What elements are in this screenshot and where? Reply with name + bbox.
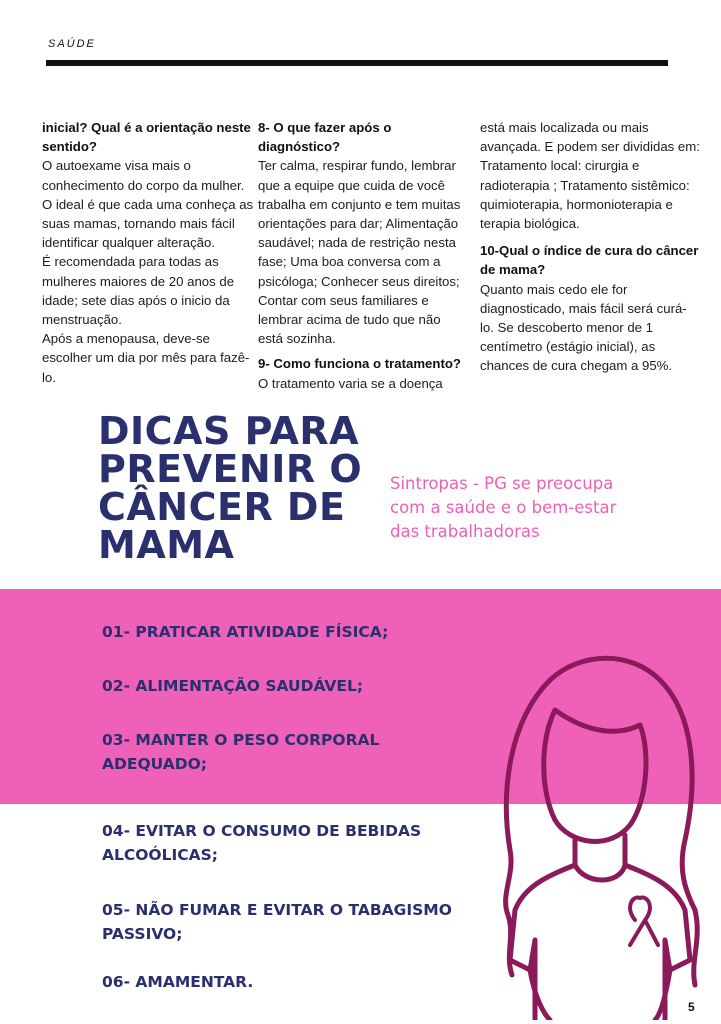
- text-line: lo. Se descoberto menor de 1: [480, 320, 654, 336]
- subtitle-line: Sintropas - PG se preocupa: [390, 474, 614, 493]
- text-line: Quanto mais cedo ele for: [480, 281, 628, 297]
- text-line: avançada. E podem ser divididas em:: [480, 139, 700, 155]
- arm-outline: [530, 970, 670, 1020]
- text-line: saudável; nada de restrição nesta: [258, 235, 456, 251]
- text-line: está mais localizada ou mais: [480, 120, 649, 135]
- title-line: PREVENIR O: [98, 447, 363, 491]
- tip-line: 02- ALIMENTAÇÃO SAUDÁVEL;: [102, 677, 364, 695]
- text-line: está sozinha.: [258, 331, 336, 347]
- ribbon-icon: [630, 898, 658, 945]
- text-line: quimioterapia, hormonioterapia e: [480, 196, 673, 212]
- text-line: O tratamento varia se a doença: [258, 375, 443, 391]
- answer-8: [258, 156, 473, 348]
- face-outline: [544, 710, 646, 841]
- answer-9-continued: [480, 118, 700, 233]
- text-column-3: [480, 118, 700, 376]
- tip-line: 01- PRATICAR ATIVIDADE FÍSICA;: [102, 623, 389, 641]
- text-line: conhecimento do corpo da mulher.: [42, 177, 245, 193]
- question-line: 10-Qual o índice de cura do câncer: [480, 243, 699, 259]
- text-line: terapia biológica.: [480, 216, 580, 232]
- subtitle: [390, 472, 616, 544]
- tip-item: [102, 819, 421, 867]
- text-line: psicóloga; Conhecer seus direitos;: [258, 273, 460, 289]
- text-line: diagnosticado, mais fácil será curá-: [480, 300, 687, 316]
- text-column-1: [42, 118, 254, 387]
- top-rule: [46, 60, 668, 66]
- text-line: orientações para dar; Alimentação: [258, 216, 459, 232]
- title-line: CÂNCER DE: [98, 485, 346, 529]
- tip-line: 05- NÃO FUMAR E EVITAR O TABAGISMO: [102, 901, 452, 919]
- answer-9: [258, 374, 473, 393]
- question-line: inicial? Qual é a orientação neste: [42, 120, 251, 135]
- tip-line: 06- AMAMENTAR.: [102, 973, 254, 991]
- tip-line: 04- EVITAR O CONSUMO DE BEBIDAS: [102, 822, 422, 840]
- column1-question: [42, 118, 254, 156]
- text-line: mulheres maiores de 20 anos de: [42, 273, 235, 289]
- text-line: idade; sete dias após o inicio da: [42, 292, 230, 308]
- text-line: Após a menopausa, deve-se: [42, 331, 210, 347]
- title-line: DICAS PARA: [98, 409, 360, 453]
- text-line: centímetro (estágio inicial), as: [480, 339, 656, 355]
- page-title: [98, 409, 363, 567]
- text-line: chances de cura chegam a 95%.: [480, 358, 673, 374]
- text-line: O ideal é que cada uma conheça as: [42, 196, 254, 212]
- tip-line: ALCOÓLICAS;: [102, 846, 218, 864]
- subtitle-line: das trabalhadoras: [390, 522, 540, 541]
- text-line: Contar com seus familiares e: [258, 292, 429, 308]
- tip-item: [102, 674, 363, 698]
- page-number: 5: [688, 1000, 695, 1014]
- answer-10: [480, 280, 700, 376]
- question-8: 8- O que fazer após o diagnóstico?: [258, 120, 392, 155]
- tip-item: [102, 728, 379, 776]
- text-line: que a equipe que cuida de você: [258, 177, 445, 193]
- text-line: lo.: [42, 369, 56, 385]
- title-line: MAMA: [98, 523, 235, 567]
- question-10: [480, 241, 700, 279]
- text-line: É recomendada para todas as: [42, 254, 219, 270]
- text-line: suas mamas, tornando mais fácil: [42, 216, 235, 232]
- question-line: sentido?: [42, 139, 97, 155]
- tip-item: [102, 620, 388, 644]
- tip-item: [102, 898, 452, 946]
- text-line: O autoexame visa mais o: [42, 158, 191, 174]
- tip-item: [102, 970, 253, 994]
- text-line: fase; Uma boa conversa com a: [258, 254, 441, 270]
- tip-line: 03- MANTER O PESO CORPORAL: [102, 731, 380, 749]
- text-line: identificar qualquer alteração.: [42, 235, 216, 251]
- text-line: Tratamento local: cirurgia e: [480, 158, 640, 174]
- hair-outline: [506, 658, 698, 985]
- question-line: de mama?: [480, 262, 546, 278]
- text-line: escolher um dia por mês para fazê-: [42, 350, 250, 366]
- text-line: lembrar acima de tudo que não: [258, 312, 441, 328]
- tip-line: PASSIVO;: [102, 925, 183, 943]
- question-9: 9- Como funciona o tratamento?: [258, 356, 461, 372]
- text-line: trabalha em conjunto e tem muitas: [258, 196, 461, 212]
- tip-line: ADEQUADO;: [102, 755, 207, 773]
- woman-illustration: [470, 640, 710, 1020]
- text-line: menstruação.: [42, 312, 122, 328]
- column1-answer: [42, 156, 254, 386]
- section-label: SAÚDE: [48, 38, 96, 50]
- text-line: Ter calma, respirar fundo, lembrar: [258, 158, 456, 174]
- text-line: radioterapia ; Tratamento sistêmico:: [480, 177, 690, 193]
- subtitle-line: com a saúde e o bem-estar: [390, 498, 617, 517]
- text-column-2: [258, 118, 473, 393]
